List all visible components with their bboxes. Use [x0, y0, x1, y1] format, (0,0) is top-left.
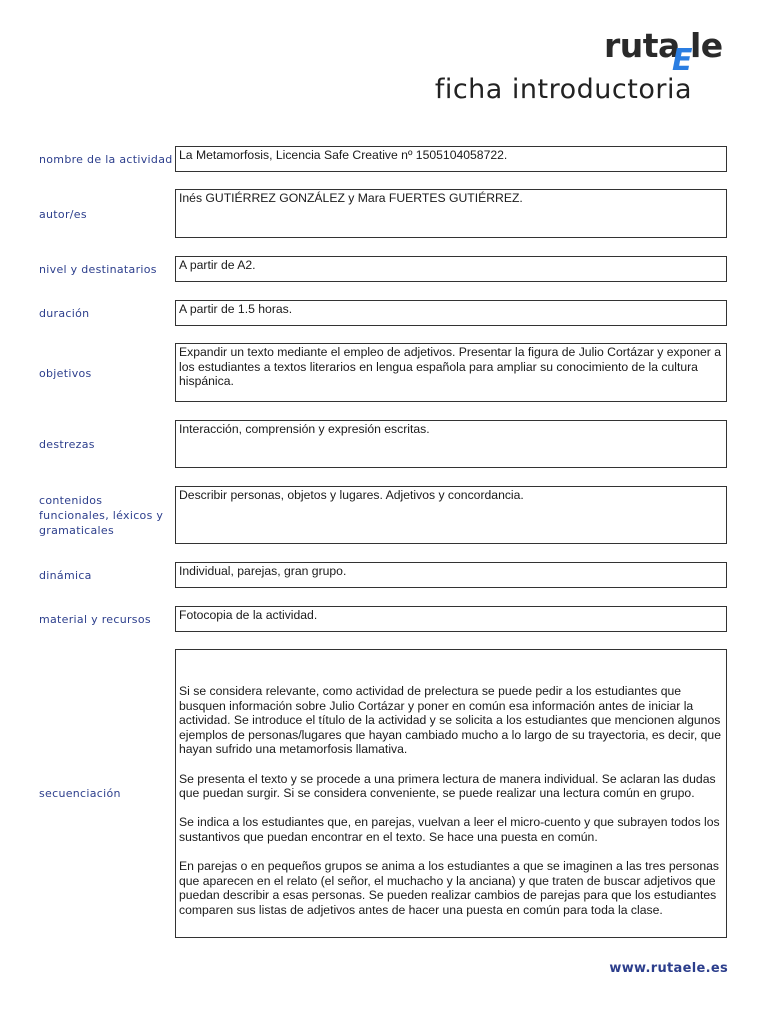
label-duracion: duración — [39, 307, 90, 320]
field-nombre-actividad: La Metamorfosis, Licencia Safe Creative nº 1505104058722. — [175, 146, 727, 172]
field-destrezas: Interacción, comprensión y expresión escritas. — [175, 420, 727, 468]
field-nivel-destinatarios: A partir de A2. — [175, 256, 727, 282]
field-objetivos: Expandir un texto mediante el empleo de adjetivos. Presentar la figura de Julio Cortázar y exponer a los estudiantes a textos literarios en lengua española para ampliar su conocimiento de la cultura hispánica. — [175, 343, 727, 402]
secuenciacion-paragraph: Si se considera relevante, como actividad de prelectura se puede pedir a los estudiantes que busquen información sobre Julio Cortázar y poner en común esa información antes de iniciar la actividad. Se introduce el título de la actividad y se solicita a los estudiantes que mencionen algunos ejemplos de personas/lugares que hayan cambiado mucho a lo largo de su trayectoria, es decir, que hayan sufrido una metamorfosis llamativa. — [179, 684, 721, 757]
secuenciacion-paragraph: En parejas o en pequeños grupos se anima a los estudiantes a que se imaginen a las tres personas que aparecen en el relato (el señor, el muchacho y la anciana) y que traten de buscar adjetivos que puedan describir a esas personas. Se pueden realizar cambios de parejas para que los estudiantes comparen sus listas de adjetivos antes de hacer una puesta en común para toda la clase. — [179, 859, 719, 917]
label-autores: autor/es — [39, 208, 87, 221]
label-material-recursos: material y recursos — [39, 613, 151, 626]
label-contenidos: contenidos funcionales, léxicos y gramaticales — [39, 494, 164, 537]
label-destrezas: destrezas — [39, 438, 95, 451]
field-autores: Inés GUTIÉRREZ GONZÁLEZ y Mara FUERTES GUTIÉRREZ. — [175, 189, 727, 238]
footer-website-url: www.rutaele.es — [609, 961, 728, 976]
secuenciacion-paragraph: Se indica a los estudiantes que, en parejas, vuelvan a leer el micro-cuento y que subrayen todos los sustantivos que puedan encontrar en el texto. Se hace una puesta en común. — [179, 815, 720, 844]
field-dinamica: Individual, parejas, gran grupo. — [175, 562, 727, 588]
secuenciacion-paragraph: Se presenta el texto y se procede a una primera lectura de manera individual. Se aclaran las dudas que puedan surgir. Si se considera conveniente, se puede realizar una lectura común en grupo. — [179, 771, 716, 801]
page-title: ficha introductoria — [434, 74, 692, 105]
label-dinamica: dinámica — [39, 569, 92, 582]
logo-text-ruta: ruta — [604, 26, 680, 65]
label-nombre-actividad: nombre de la actividad — [39, 153, 173, 166]
label-nivel-destinatarios: nivel y destinatarios — [39, 263, 157, 276]
logo-accent-e: E — [672, 43, 693, 78]
field-material-recursos: Fotocopia de la actividad. — [175, 606, 727, 632]
logo-text-le: le — [690, 26, 723, 65]
field-contenidos: Describir personas, objetos y lugares. Adjetivos y concordancia. — [175, 486, 727, 544]
rutaele-logo — [600, 26, 740, 76]
label-objetivos: objetivos — [39, 367, 92, 380]
label-secuenciacion: secuenciación — [39, 787, 121, 800]
field-duracion: A partir de 1.5 horas. — [175, 300, 727, 326]
field-secuenciacion — [175, 649, 727, 938]
